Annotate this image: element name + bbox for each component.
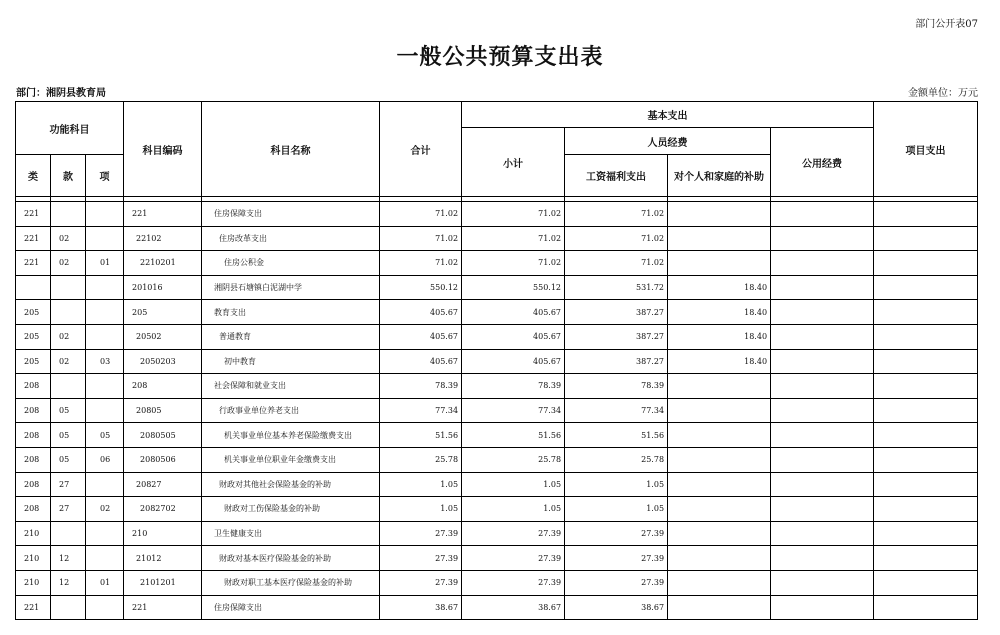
cell-xiang	[86, 595, 124, 620]
cell-xiang: 03	[86, 349, 124, 374]
cell-subsidy	[668, 595, 771, 620]
cell-total: 1.05	[380, 472, 462, 497]
cell-total: 550.12	[380, 275, 462, 300]
cell-salary: 387.27	[565, 324, 668, 349]
cell-project-expense	[874, 521, 978, 546]
cell-xiang: 06	[86, 447, 124, 472]
cell-lei: 208	[16, 374, 51, 399]
cell-salary: 77.34	[565, 398, 668, 423]
cell-lei: 210	[16, 546, 51, 571]
cell-subject-code: 21012	[124, 546, 202, 571]
cell-lei: 208	[16, 447, 51, 472]
cell-subject-name: 住房改革支出	[202, 226, 380, 251]
table-row	[16, 447, 978, 472]
cell-xiang: 01	[86, 570, 124, 595]
cell-project-expense	[874, 398, 978, 423]
cell-subtotal: 77.34	[462, 398, 565, 423]
cell-subtotal: 27.39	[462, 570, 565, 595]
cell-kuan: 05	[51, 398, 86, 423]
cell-project-expense	[874, 300, 978, 325]
cell-lei: 208	[16, 497, 51, 522]
cell-subtotal: 71.02	[462, 202, 565, 227]
cell-salary: 38.67	[565, 595, 668, 620]
cell-xiang	[86, 398, 124, 423]
cell-total: 27.39	[380, 570, 462, 595]
cell-kuan	[51, 595, 86, 620]
cell-subsidy	[668, 570, 771, 595]
cell-xiang	[86, 300, 124, 325]
cell-subsidy	[668, 521, 771, 546]
cell-public-expense	[771, 497, 874, 522]
cell-public-expense	[771, 447, 874, 472]
cell-subsidy	[668, 447, 771, 472]
cell-subject-name: 普通教育	[202, 324, 380, 349]
cell-kuan: 05	[51, 447, 86, 472]
cell-subsidy	[668, 226, 771, 251]
cell-subject-name: 行政事业单位养老支出	[202, 398, 380, 423]
cell-salary: 1.05	[565, 497, 668, 522]
cell-xiang	[86, 226, 124, 251]
cell-subject-name: 湘阴县石塘镇白泥湖中学	[202, 275, 380, 300]
cell-subsidy: 18.40	[668, 300, 771, 325]
cell-salary: 531.72	[565, 275, 668, 300]
cell-total: 405.67	[380, 324, 462, 349]
cell-subtotal: 25.78	[462, 447, 565, 472]
cell-subject-code: 22102	[124, 226, 202, 251]
cell-subject-code: 221	[124, 595, 202, 620]
cell-lei: 221	[16, 251, 51, 276]
cell-subject-code: 210	[124, 521, 202, 546]
cell-total: 25.78	[380, 447, 462, 472]
cell-project-expense	[874, 447, 978, 472]
table-row	[16, 324, 978, 349]
cell-kuan	[51, 521, 86, 546]
cell-xiang: 05	[86, 423, 124, 448]
cell-xiang	[86, 324, 124, 349]
cell-project-expense	[874, 570, 978, 595]
cell-kuan: 27	[51, 497, 86, 522]
table-row	[16, 398, 978, 423]
cell-subject-name: 初中教育	[202, 349, 380, 374]
header-basic-expense: 基本支出	[462, 102, 874, 128]
cell-total: 78.39	[380, 374, 462, 399]
cell-xiang	[86, 472, 124, 497]
cell-subject-name: 财政对工伤保险基金的补助	[202, 497, 380, 522]
header-public-expense: 公用经费	[771, 128, 874, 197]
cell-total: 405.67	[380, 349, 462, 374]
department-label: 部门：湘阴县教育局	[16, 88, 106, 99]
cell-project-expense	[874, 497, 978, 522]
cell-project-expense	[874, 472, 978, 497]
cell-total: 77.34	[380, 398, 462, 423]
cell-subsidy	[668, 202, 771, 227]
cell-public-expense	[771, 349, 874, 374]
cell-salary: 27.39	[565, 546, 668, 571]
cell-subtotal: 405.67	[462, 349, 565, 374]
cell-total: 38.67	[380, 595, 462, 620]
cell-subtotal: 38.67	[462, 595, 565, 620]
header-xiang: 项	[86, 155, 124, 197]
cell-kuan	[51, 275, 86, 300]
cell-subject-code: 205	[124, 300, 202, 325]
cell-subsidy: 18.40	[668, 275, 771, 300]
table-row	[16, 595, 978, 620]
cell-public-expense	[771, 324, 874, 349]
table-row	[16, 423, 978, 448]
cell-public-expense	[771, 521, 874, 546]
cell-lei: 221	[16, 595, 51, 620]
cell-public-expense	[771, 595, 874, 620]
table-row	[16, 374, 978, 399]
cell-subject-name: 财政对职工基本医疗保险基金的补助	[202, 570, 380, 595]
cell-salary: 387.27	[565, 300, 668, 325]
cell-salary: 27.39	[565, 570, 668, 595]
cell-subject-code: 2082702	[124, 497, 202, 522]
budget-table	[15, 101, 978, 620]
cell-subtotal: 405.67	[462, 324, 565, 349]
cell-project-expense	[874, 202, 978, 227]
cell-kuan: 02	[51, 226, 86, 251]
cell-lei: 210	[16, 570, 51, 595]
cell-project-expense	[874, 275, 978, 300]
cell-kuan: 05	[51, 423, 86, 448]
cell-xiang	[86, 546, 124, 571]
header-project-expense: 项目支出	[874, 102, 978, 197]
cell-subject-name: 教育支出	[202, 300, 380, 325]
cell-total: 405.67	[380, 300, 462, 325]
cell-subject-name: 住房保障支出	[202, 202, 380, 227]
cell-subsidy: 18.40	[668, 349, 771, 374]
cell-subtotal: 71.02	[462, 226, 565, 251]
cell-project-expense	[874, 423, 978, 448]
table-row	[16, 472, 978, 497]
cell-xiang: 02	[86, 497, 124, 522]
cell-total: 1.05	[380, 497, 462, 522]
cell-subject-name: 财政对其他社会保险基金的补助	[202, 472, 380, 497]
amount-unit-label: 金额单位：万元	[908, 88, 978, 99]
cell-subtotal: 51.56	[462, 423, 565, 448]
cell-lei: 210	[16, 521, 51, 546]
cell-subsidy: 18.40	[668, 324, 771, 349]
cell-subsidy	[668, 251, 771, 276]
header-lei: 类	[16, 155, 51, 197]
cell-subject-code: 221	[124, 202, 202, 227]
cell-salary: 71.02	[565, 251, 668, 276]
cell-public-expense	[771, 374, 874, 399]
cell-kuan	[51, 202, 86, 227]
cell-subtotal: 550.12	[462, 275, 565, 300]
form-number: 部门公开表07	[915, 19, 978, 30]
header-total: 合计	[380, 102, 462, 197]
header-subject-code: 科目编码	[124, 102, 202, 197]
cell-total: 71.02	[380, 251, 462, 276]
cell-salary: 71.02	[565, 226, 668, 251]
cell-public-expense	[771, 570, 874, 595]
cell-lei: 221	[16, 226, 51, 251]
cell-salary: 387.27	[565, 349, 668, 374]
cell-subject-name: 卫生健康支出	[202, 521, 380, 546]
cell-xiang	[86, 374, 124, 399]
cell-lei	[16, 275, 51, 300]
header-subject-name: 科目名称	[202, 102, 380, 197]
table-row	[16, 300, 978, 325]
cell-kuan	[51, 300, 86, 325]
cell-total: 71.02	[380, 202, 462, 227]
cell-xiang	[86, 202, 124, 227]
cell-kuan: 12	[51, 570, 86, 595]
cell-public-expense	[771, 300, 874, 325]
cell-salary: 51.56	[565, 423, 668, 448]
cell-total: 51.56	[380, 423, 462, 448]
cell-salary: 71.02	[565, 202, 668, 227]
cell-subject-code: 2101201	[124, 570, 202, 595]
table-row	[16, 226, 978, 251]
cell-subject-code: 2210201	[124, 251, 202, 276]
cell-public-expense	[771, 546, 874, 571]
header-subtotal: 小计	[462, 128, 565, 197]
cell-subsidy	[668, 472, 771, 497]
cell-subject-code: 20502	[124, 324, 202, 349]
cell-subsidy	[668, 546, 771, 571]
cell-subsidy	[668, 374, 771, 399]
cell-kuan: 02	[51, 349, 86, 374]
table-row	[16, 546, 978, 571]
cell-public-expense	[771, 202, 874, 227]
cell-xiang	[86, 521, 124, 546]
cell-subtotal: 405.67	[462, 300, 565, 325]
cell-subject-code: 20827	[124, 472, 202, 497]
cell-salary: 78.39	[565, 374, 668, 399]
header-subsidy: 对个人和家庭的补助	[668, 155, 771, 197]
cell-project-expense	[874, 349, 978, 374]
cell-kuan: 02	[51, 324, 86, 349]
cell-subject-name: 社会保障和就业支出	[202, 374, 380, 399]
cell-subject-name: 财政对基本医疗保险基金的补助	[202, 546, 380, 571]
cell-kuan: 02	[51, 251, 86, 276]
header-salary: 工资福利支出	[565, 155, 668, 197]
cell-subject-code: 2080505	[124, 423, 202, 448]
cell-subject-code: 201016	[124, 275, 202, 300]
cell-project-expense	[874, 374, 978, 399]
cell-public-expense	[771, 226, 874, 251]
cell-subject-name: 机关事业单位基本养老保险缴费支出	[202, 423, 380, 448]
cell-lei: 221	[16, 202, 51, 227]
cell-subject-name: 住房公积金	[202, 251, 380, 276]
cell-subject-name: 住房保障支出	[202, 595, 380, 620]
cell-lei: 208	[16, 398, 51, 423]
cell-kuan: 12	[51, 546, 86, 571]
cell-public-expense	[771, 423, 874, 448]
cell-subject-code: 2080506	[124, 447, 202, 472]
header-func-subject: 功能科目	[16, 102, 124, 155]
cell-subsidy	[668, 398, 771, 423]
cell-subtotal: 71.02	[462, 251, 565, 276]
table-row	[16, 349, 978, 374]
cell-public-expense	[771, 275, 874, 300]
cell-public-expense	[771, 472, 874, 497]
table-row	[16, 497, 978, 522]
cell-subject-code: 20805	[124, 398, 202, 423]
cell-lei: 205	[16, 349, 51, 374]
header-kuan: 款	[51, 155, 86, 197]
cell-lei: 205	[16, 324, 51, 349]
cell-subtotal: 78.39	[462, 374, 565, 399]
table-row	[16, 521, 978, 546]
cell-subsidy	[668, 497, 771, 522]
cell-lei: 205	[16, 300, 51, 325]
cell-project-expense	[874, 251, 978, 276]
cell-subtotal: 1.05	[462, 497, 565, 522]
cell-project-expense	[874, 595, 978, 620]
header-personnel: 人员经费	[565, 128, 771, 155]
cell-subject-code: 208	[124, 374, 202, 399]
cell-total: 71.02	[380, 226, 462, 251]
table-row	[16, 275, 978, 300]
cell-lei: 208	[16, 423, 51, 448]
cell-project-expense	[874, 226, 978, 251]
page-title: 一般公共预算支出表	[396, 44, 604, 70]
cell-kuan	[51, 374, 86, 399]
cell-xiang	[86, 275, 124, 300]
cell-subject-name: 机关事业单位职业年金缴费支出	[202, 447, 380, 472]
cell-public-expense	[771, 251, 874, 276]
cell-lei: 208	[16, 472, 51, 497]
cell-subtotal: 27.39	[462, 521, 565, 546]
cell-xiang: 01	[86, 251, 124, 276]
cell-total: 27.39	[380, 546, 462, 571]
cell-subsidy	[668, 423, 771, 448]
cell-project-expense	[874, 546, 978, 571]
cell-subtotal: 1.05	[462, 472, 565, 497]
cell-salary: 25.78	[565, 447, 668, 472]
cell-salary: 27.39	[565, 521, 668, 546]
cell-subject-code: 2050203	[124, 349, 202, 374]
cell-total: 27.39	[380, 521, 462, 546]
table-row	[16, 570, 978, 595]
cell-public-expense	[771, 398, 874, 423]
table-row	[16, 251, 978, 276]
cell-salary: 1.05	[565, 472, 668, 497]
cell-subtotal: 27.39	[462, 546, 565, 571]
table-row	[16, 202, 978, 227]
cell-project-expense	[874, 324, 978, 349]
cell-kuan: 27	[51, 472, 86, 497]
